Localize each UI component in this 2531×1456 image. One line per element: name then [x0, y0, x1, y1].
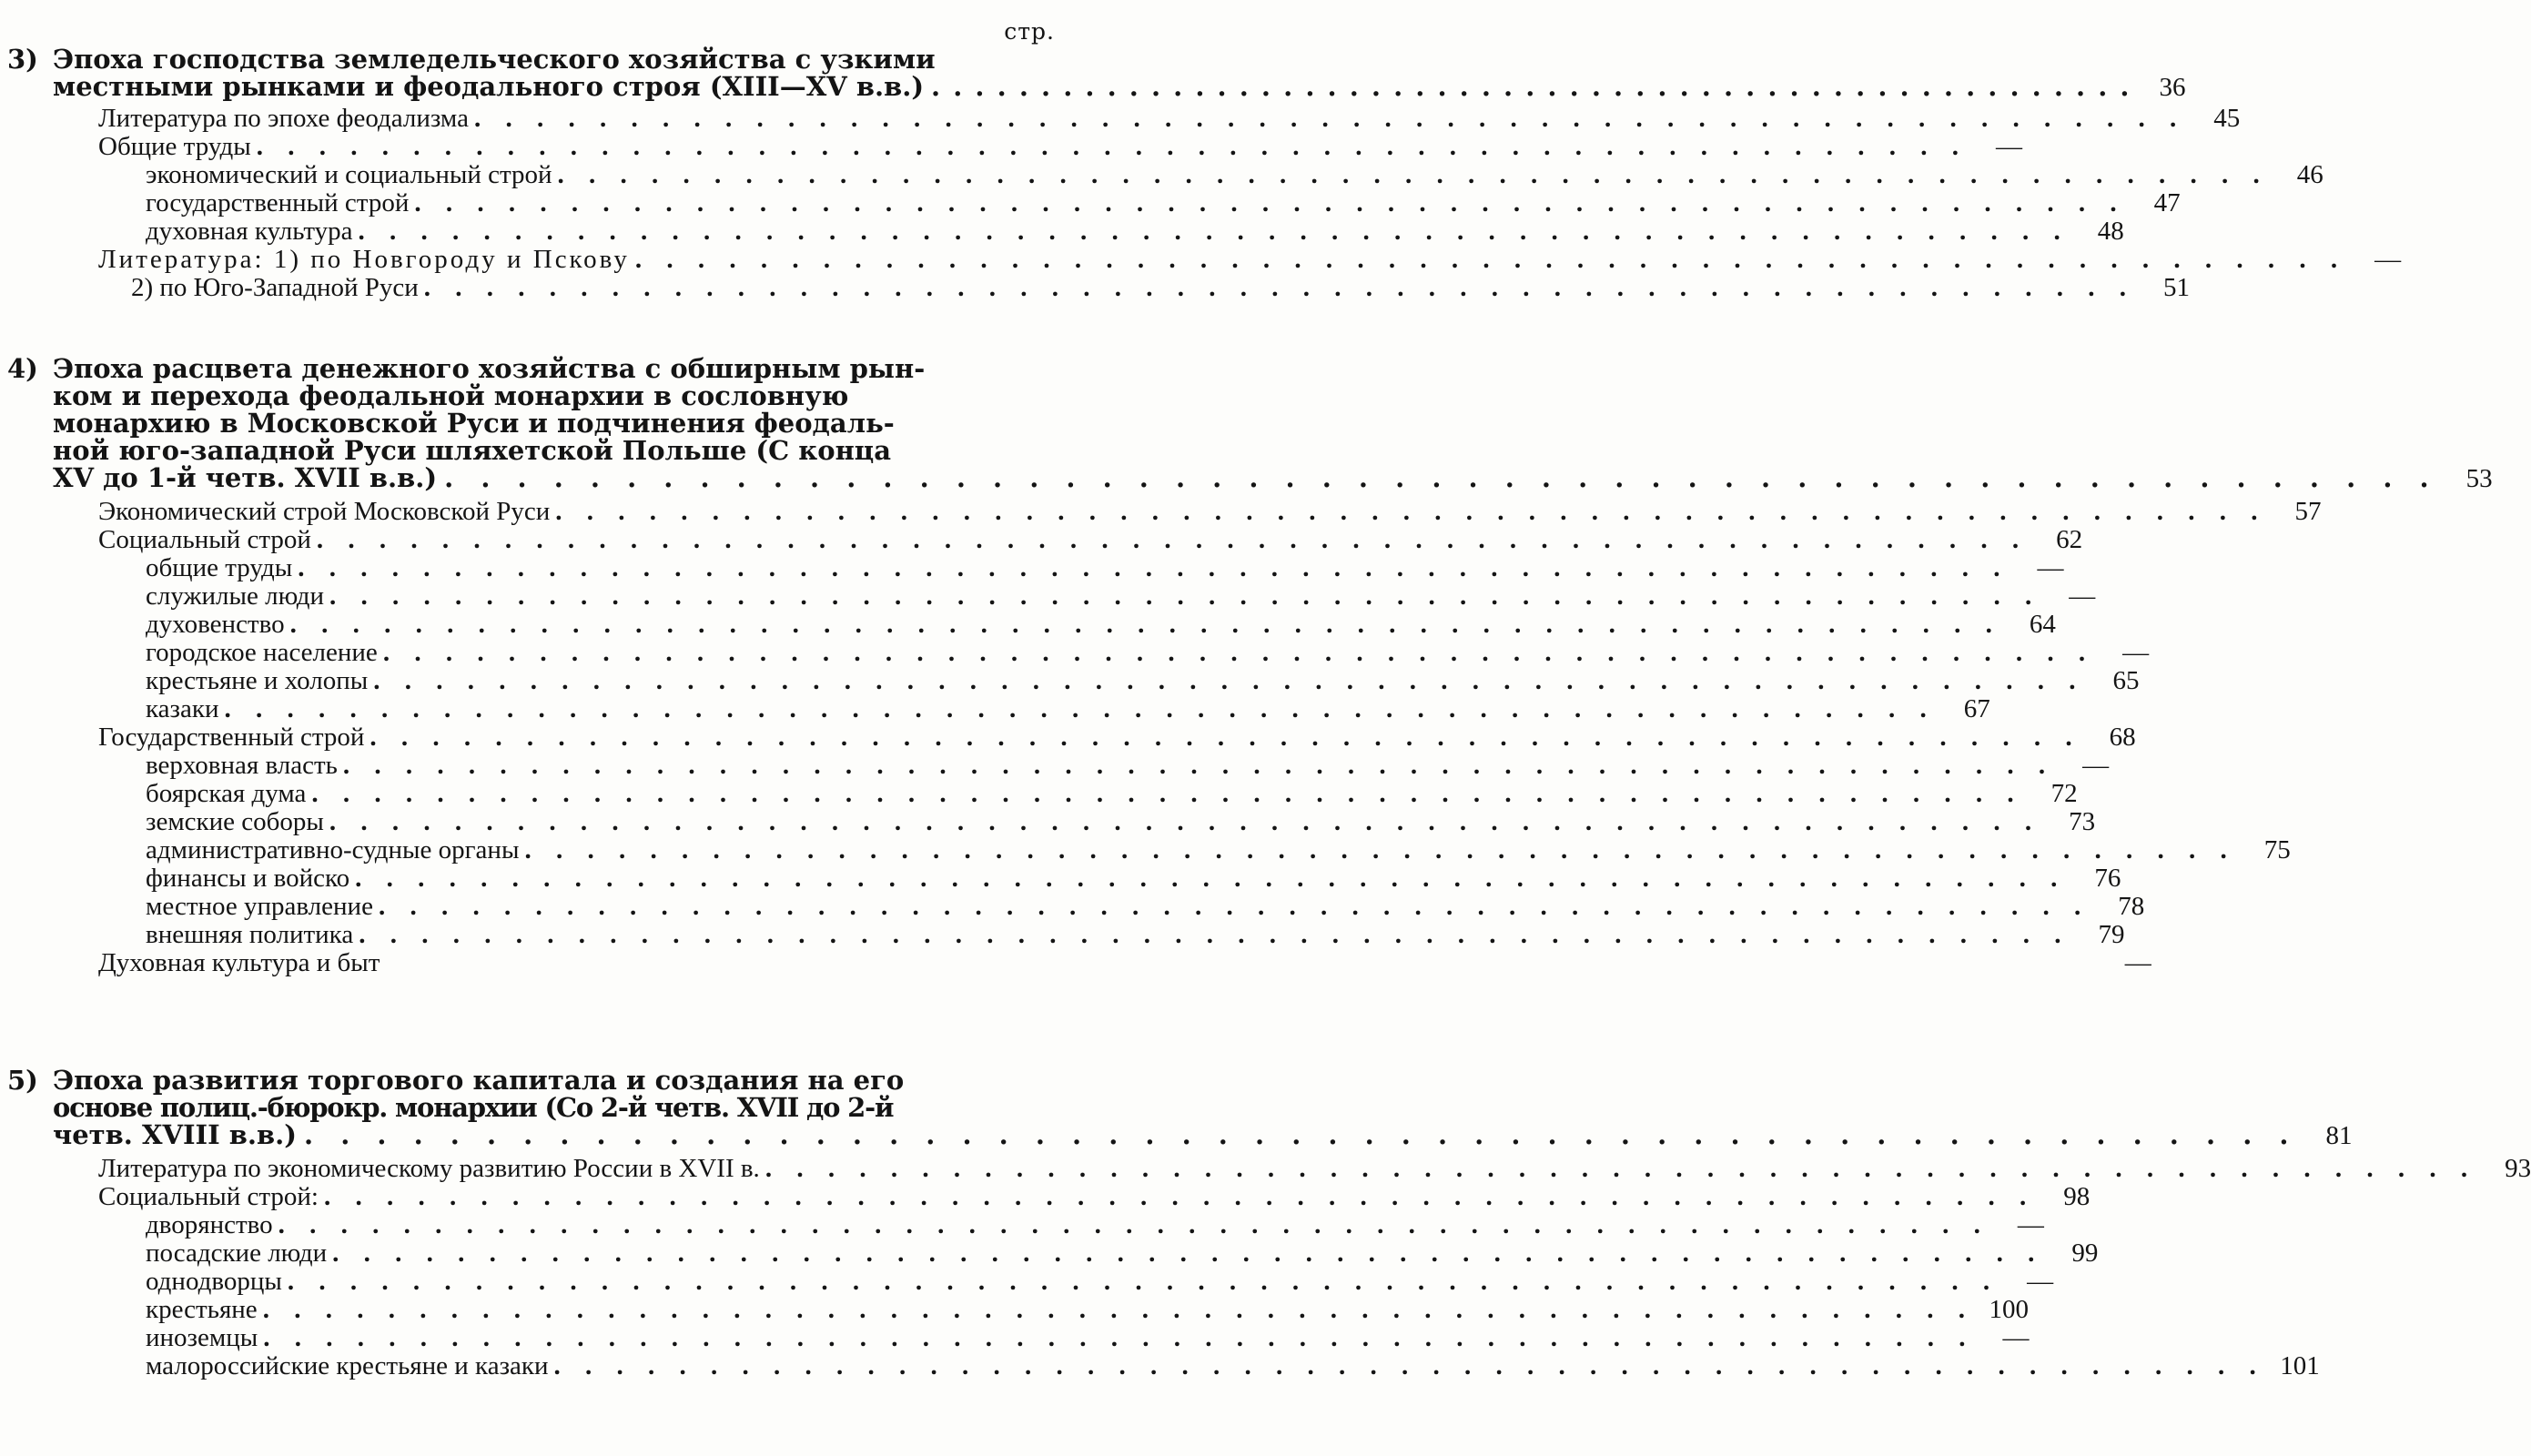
leader-dots: . . . . . . . . . . . . . . . . . . . . . . . . . . . . . . . . . . . . . . . . . . . . . . . . . . . . . . . [634, 245, 2347, 274]
page-number: 76 [2094, 864, 2121, 893]
page-number: — [2002, 1323, 2030, 1352]
leader-dots: . . . . . . . . . . . . . . . . . . . . . . . . . . . . . . . . . . . . . . . . . . . . . . . . . . . . . . . [524, 835, 2236, 864]
section-number: 3) [7, 44, 38, 75]
leader-dots: . . . . . . . . . . . . . . . . . . . . . . . . . . . . . . . . . . . . . . . . . . . . . . . . . . . . . . . [323, 1182, 2036, 1211]
page-number: 78 [2118, 892, 2145, 921]
leader-dots: . . . . . . . . . . . . . . . . . . . . . . . . . . . . . . . . . . . . . . . . . . . . . . . . . . . . . . . [382, 638, 2095, 667]
leader-dots: . . . . . . . . . . . . . . . . . . . . . . . . . . . . . . . . . . . . . . . . . . . . . . . . . . . . . . . [414, 188, 2126, 217]
page-number: 46 [2296, 160, 2323, 189]
leader-dots: . . . . . . . . . . . . . . . . . . . . . . . . . . . . . . . . . . . . . . . . . . . . . . . . . . . . . . . [332, 1239, 2044, 1268]
page-number: 99 [2071, 1239, 2099, 1268]
leader-dots: . . . . . . . . . . . . . . . . . . . . . . . . . . . . . . . . . . . . . . . . . . . . . . . . . . . . . . . [444, 462, 2438, 493]
toc-entry: верховная власть . . . . . . . . . . . . . . . . . . . . . . . . . . . . . . . . . . . . . . . . . . . . . . . . . . . . . . . — [146, 751, 2110, 780]
page-number: — [2124, 948, 2151, 977]
toc-entry: экономический и социальный строй . . . . . . . . . . . . . . . . . . . . . . . . . . . . . . . . . . . . . . . . . . . . . . . . . . . . . . . 46 [146, 160, 2323, 189]
title-line: монархию в Московской Руси и подчинения феодаль- [53, 408, 895, 439]
leader-dots: . . . . . . . . . . . . . . . . . . . . . . . . . . . . . . . . . . . . . . . . . . . . . . . . . . . . . . . [764, 1154, 2477, 1183]
title-line: четв. XVIII в.в.) [53, 1119, 297, 1150]
page-number: — [2374, 245, 2402, 274]
leader-dots: . . . . . . . . . . . . . . . . . . . . . . . . . . . . . . . . . . . . . . . . . . . . . . . . . . . . . . . [287, 1267, 1999, 1296]
leader-dots: . . . . . . . . . . . . . . . . . . . . . . . . . . . . . . . . . . . . . . . . . . . . . . . . . . . . . . . [278, 1210, 1989, 1239]
leader-dots: . . . . . . . . . . . . . . . . . . . . . . . . . . . . . . . . . . . . . . . . . . . . . . . . . . . . . . . [423, 273, 2136, 302]
toc-entry: крестьяне и холопы . . . . . . . . . . . . . . . . . . . . . . . . . . . . . . . . . . . . . . . . . . . . . . . . . . . . . . . 65 [146, 666, 2140, 695]
leader-dots: . . . . . . . . . . . . . . . . . . . . . . . . . . . . . . . . . . . . . . . . . . . . . . . . . . . . . . . [358, 217, 2070, 246]
toc-entry: дворянство . . . . . . . . . . . . . . . . . . . . . . . . . . . . . . . . . . . . . . . . . . . . . . . . . . . . . . . — [146, 1210, 2044, 1239]
toc-entry: Социальный строй . . . . . . . . . . . . . . . . . . . . . . . . . . . . . . . . . . . . . . . . . . . . . . . . . . . . . . . 62 [98, 525, 2083, 554]
page-number: 57 [2294, 497, 2322, 526]
page-number: 93 [2505, 1154, 2531, 1183]
leader-dots: . . . . . . . . . . . . . . . . . . . . . . . . . . . . . . . . . . . . . . . . . . . . . . . . . . . . . . . [316, 525, 2029, 554]
page-number: 81 [2325, 1121, 2353, 1150]
leader-dots: . . . . . . . . . . . . . . . . . . . . . . . . . . . . . . . . . . . . . . . . . . . . . . . . . . . . . . . [373, 666, 2085, 695]
leader-dots: . . . . . . . . . . . . . . . . . . . . . . . . . . . . . . . . . . . . . . . . . . . . . . . . . . . . . . . [370, 723, 2081, 752]
page-number: — [2069, 581, 2096, 611]
leader-dots: . . . . . . . . . . . . . . . . . . . . . . . . . . . . . . . . . . . . . . . . . . . . . . . . . . . . . . . [289, 610, 2001, 639]
section-3-title [7, 44, 2186, 102]
page-column-header: стр. [1004, 18, 1055, 45]
toc-entry: служилые люди . . . . . . . . . . . . . . . . . . . . . . . . . . . . . . . . . . . . . . . . . . . . . . . . . . . . . . . — [146, 581, 2096, 611]
leader-dots: . . . . . . . . . . . . . . . . . . . . . . . . . . . . . . . . . . . . . . . . . . . . . . . . . . . . . . . [378, 892, 2091, 921]
page-number: 62 [2056, 525, 2083, 554]
toc-entry: малороссийские крестьяне и казаки . . . . . . . . . . . . . . . . . . . . . . . . . . . . . . . . . . . . . . . . . . . . . . . . . . . . . . . 101 [146, 1351, 2320, 1380]
title-line: ком и перехода феодальной монархии в сословную [53, 380, 849, 411]
page-number: 100 [1989, 1295, 2029, 1324]
page-number: 53 [2465, 464, 2493, 493]
toc-entry: Социальный строй: . . . . . . . . . . . . . . . . . . . . . . . . . . . . . . . . . . . . . . . . . . . . . . . . . . . . . . . 98 [98, 1182, 2091, 1211]
title-line: Эпоха расцвета денежного хозяйства с обширным рын- [53, 353, 926, 384]
section-5 [7, 1065, 2531, 1380]
section-4-title [7, 353, 2493, 493]
section-3 [7, 44, 2402, 302]
page-number: — [1995, 132, 2022, 161]
page-number: — [2037, 553, 2064, 582]
leader-dots: . . . . . . . . . . . . . . . . . . . . . . . . . . . . . . . . . . . . . . . . . . . . . . . . . . . . . . . [931, 71, 2131, 102]
toc-entry: Духовная культура и быт — [98, 948, 2151, 977]
page-number: 101 [2280, 1351, 2320, 1380]
leader-dots: . . . . . . . . . . . . . . . . . . . . . . . . . . . . . . . . . . . . . . . . . . . . . . . . . . . . . . . [555, 497, 2267, 526]
toc-entry: государственный строй . . . . . . . . . . . . . . . . . . . . . . . . . . . . . . . . . . . . . . . . . . . . . . . . . . . . . . . 47 [146, 188, 2181, 217]
toc-entry: внешняя политика . . . . . . . . . . . . . . . . . . . . . . . . . . . . . . . . . . . . . . . . . . . . . . . . . . . . . . . 79 [146, 920, 2125, 949]
page-number: 51 [2163, 273, 2191, 302]
page-number: 75 [2263, 835, 2291, 864]
leader-dots: . . . . . . . . . . . . . . . . . . . . . . . . . . . . . . . . . . . . . . . . . . . . . . . . . . . . . . . [304, 1119, 2298, 1150]
toc-entry: Литература по экономическому развитию России в XVII в. . . . . . . . . . . . . . . . . . . . . . . . . . . . . . . . . . . . . . . . . . . . . . . . . . . . . . . . 93 [98, 1154, 2531, 1183]
section-5-title [7, 1065, 2353, 1150]
page-number: 98 [2063, 1182, 2091, 1211]
title-line: местными рынками и феодального строя (XIII—XV в.в.) [53, 71, 925, 102]
section-number: 5) [7, 1065, 38, 1096]
leader-dots: . . . . . . . . . . . . . . . . . . . . . . . . . . . . . . . . . . . . . . . . . . . . . . . . . . . . . . . [224, 694, 1936, 723]
page-number: 73 [2069, 807, 2096, 836]
toc-entry: общие труды . . . . . . . . . . . . . . . . . . . . . . . . . . . . . . . . . . . . . . . . . . . . . . . . . . . . . . . — [146, 553, 2064, 582]
toc-entry: административно-судные органы . . . . . . . . . . . . . . . . . . . . . . . . . . . . . . . . . . . . . . . . . . . . . . . . . . . . . . . 75 [146, 835, 2291, 864]
toc-entry: Государственный строй . . . . . . . . . . . . . . . . . . . . . . . . . . . . . . . . . . . . . . . . . . . . . . . . . . . . . . . 68 [98, 723, 2136, 752]
leader-dots: . . . . . . . . . . . . . . . . . . . . . . . . . . . . . . . . . . . . . . . . . . . . . . . . . . . . . . . [256, 132, 1968, 161]
toc-entry: Экономический строй Московской Руси . . . . . . . . . . . . . . . . . . . . . . . . . . . . . . . . . . . . . . . . . . . . . . . . . . . . . . . 57 [98, 497, 2322, 526]
toc-entry: крестьяне . . . . . . . . . . . . . . . . . . . . . . . . . . . . . . . . . . . . . . . . . . . . . . . . . . . . . . . 100 [146, 1295, 2029, 1324]
leader-dots: . . . . . . . . . . . . . . . . . . . . . . . . . . . . . . . . . . . . . . . . . . . . . . . . . . . . . . . [342, 751, 2055, 780]
toc-entry: Общие труды . . . . . . . . . . . . . . . . . . . . . . . . . . . . . . . . . . . . . . . . . . . . . . . . . . . . . . . — [98, 132, 2022, 161]
section-number: 4) [7, 353, 38, 384]
title-line: XV до 1-й четв. XVII в.в.) [53, 462, 438, 493]
leader-dots: . . . . . . . . . . . . . . . . . . . . . . . . . . . . . . . . . . . . . . . . . . . . . . . . . . . . . . . [557, 160, 2269, 189]
page-number: 48 [2097, 217, 2124, 246]
leader-dots: . . . . . . . . . . . . . . . . . . . . . . . . . . . . . . . . . . . . . . . . . . . . . . . . . . . . . . . [329, 581, 2041, 611]
page-number: — [2017, 1210, 2044, 1239]
toc-entry: иноземцы . . . . . . . . . . . . . . . . . . . . . . . . . . . . . . . . . . . . . . . . . . . . . . . . . . . . . . . — [146, 1323, 2030, 1352]
title-line: Эпоха развития торгового капитала и создания на его [53, 1065, 905, 1096]
page-number: 68 [2109, 723, 2136, 752]
leader-dots: . . . . . . . . . . . . . . . . . . . . . . . . . . . . . . . . . . . . . . . . . . . . . . . . . . . . . . . [263, 1323, 1975, 1352]
leader-dots: . . . . . . . . . . . . . . . . . . . . . . . . . . . . . . . . . . . . . . . . . . . . . . . . . . . . . . . [355, 864, 2067, 893]
leader-dots: . . . . . . . . . . . . . . . . . . . . . . . . . . . . . . . . . . . . . . . . . . . . . . . . . . . . . . . [473, 104, 2186, 133]
toc-entry: 2) по Юго-Западной Руси . . . . . . . . . . . . . . . . . . . . . . . . . . . . . . . . . . . . . . . . . . . . . . . . . . . . . . . 51 [131, 273, 2191, 302]
toc-entry: финансы и войско . . . . . . . . . . . . . . . . . . . . . . . . . . . . . . . . . . . . . . . . . . . . . . . . . . . . . . . 76 [146, 864, 2121, 893]
toc-entry: казаки . . . . . . . . . . . . . . . . . . . . . . . . . . . . . . . . . . . . . . . . . . . . . . . . . . . . . . . 67 [146, 694, 1990, 723]
leader-dots: . . . . . . . . . . . . . . . . . . . . . . . . . . . . . . . . . . . . . . . . . . . . . . . . . . . . . . . [359, 920, 2070, 949]
toc-entry: Литература: 1) по Новгороду и Пскову . . . . . . . . . . . . . . . . . . . . . . . . . . . . . . . . . . . . . . . . . . . . . . . . . . . . . . . — [98, 245, 2402, 274]
page-number: 67 [1963, 694, 1990, 723]
toc-entry: городское население . . . . . . . . . . . . . . . . . . . . . . . . . . . . . . . . . . . . . . . . . . . . . . . . . . . . . . . — [146, 638, 2150, 667]
toc-entry: боярская дума . . . . . . . . . . . . . . . . . . . . . . . . . . . . . . . . . . . . . . . . . . . . . . . . . . . . . . . 72 [146, 779, 2078, 808]
toc-entry: духовная культура . . . . . . . . . . . . . . . . . . . . . . . . . . . . . . . . . . . . . . . . . . . . . . . . . . . . . . . 48 [146, 217, 2124, 246]
page-number: 36 [2159, 73, 2186, 102]
leader-dots: . . . . . . . . . . . . . . . . . . . . . . . . . . . . . . . . . . . . . . . . . . . . . . . . . . . . . . . [298, 553, 2010, 582]
page-number: 72 [2050, 779, 2078, 808]
page-number: — [2027, 1267, 2054, 1296]
page-number: — [2122, 638, 2150, 667]
page-number: 47 [2153, 188, 2181, 217]
toc-entry: Литература по эпохе феодализма . . . . . . . . . . . . . . . . . . . . . . . . . . . . . . . . . . . . . . . . . . . . . . . . . . . . . . . 45 [98, 104, 2241, 133]
leader-dots: . . . . . . . . . . . . . . . . . . . . . . . . . . . . . . . . . . . . . . . . . . . . . . . . . . . . . . . [553, 1351, 2265, 1380]
toc-entry: духовенство . . . . . . . . . . . . . . . . . . . . . . . . . . . . . . . . . . . . . . . . . . . . . . . . . . . . . . . 64 [146, 610, 2056, 639]
title-line: Эпоха господства земледельческого хозяйства с узкими [53, 44, 936, 75]
page-number: 79 [2098, 920, 2125, 949]
page-number: 45 [2213, 104, 2241, 133]
toc-entry: земские соборы . . . . . . . . . . . . . . . . . . . . . . . . . . . . . . . . . . . . . . . . . . . . . . . . . . . . . . . 73 [146, 807, 2096, 836]
page-number: — [2082, 751, 2110, 780]
page-number: 65 [2112, 666, 2140, 695]
title-line: основе полиц.-бюрокр. монархии (Со 2-й четв. XVII до 2-й [53, 1092, 894, 1123]
leader-dots: . . . . . . . . . . . . . . . . . . . . . . . . . . . . . . . . . . . . . . . . . . . . . . . . . . . . . . . [311, 779, 2023, 808]
toc-entry: однодворцы . . . . . . . . . . . . . . . . . . . . . . . . . . . . . . . . . . . . . . . . . . . . . . . . . . . . . . . — [146, 1267, 2054, 1296]
section-4 [7, 353, 2493, 977]
title-line: ной юго-западной Руси шляхетской Польше (С конца [53, 435, 892, 466]
toc-entry: местное управление . . . . . . . . . . . . . . . . . . . . . . . . . . . . . . . . . . . . . . . . . . . . . . . . . . . . . . . 78 [146, 892, 2145, 921]
leader-dots: . . . . . . . . . . . . . . . . . . . . . . . . . . . . . . . . . . . . . . . . . . . . . . . . . . . . . . . [262, 1295, 1974, 1324]
toc-entry: посадские люди . . . . . . . . . . . . . . . . . . . . . . . . . . . . . . . . . . . . . . . . . . . . . . . . . . . . . . . 99 [146, 1239, 2099, 1268]
page-number: 64 [2029, 610, 2056, 639]
leader-dots: . . . . . . . . . . . . . . . . . . . . . . . . . . . . . . . . . . . . . . . . . . . . . . . . . . . . . . . [329, 807, 2041, 836]
